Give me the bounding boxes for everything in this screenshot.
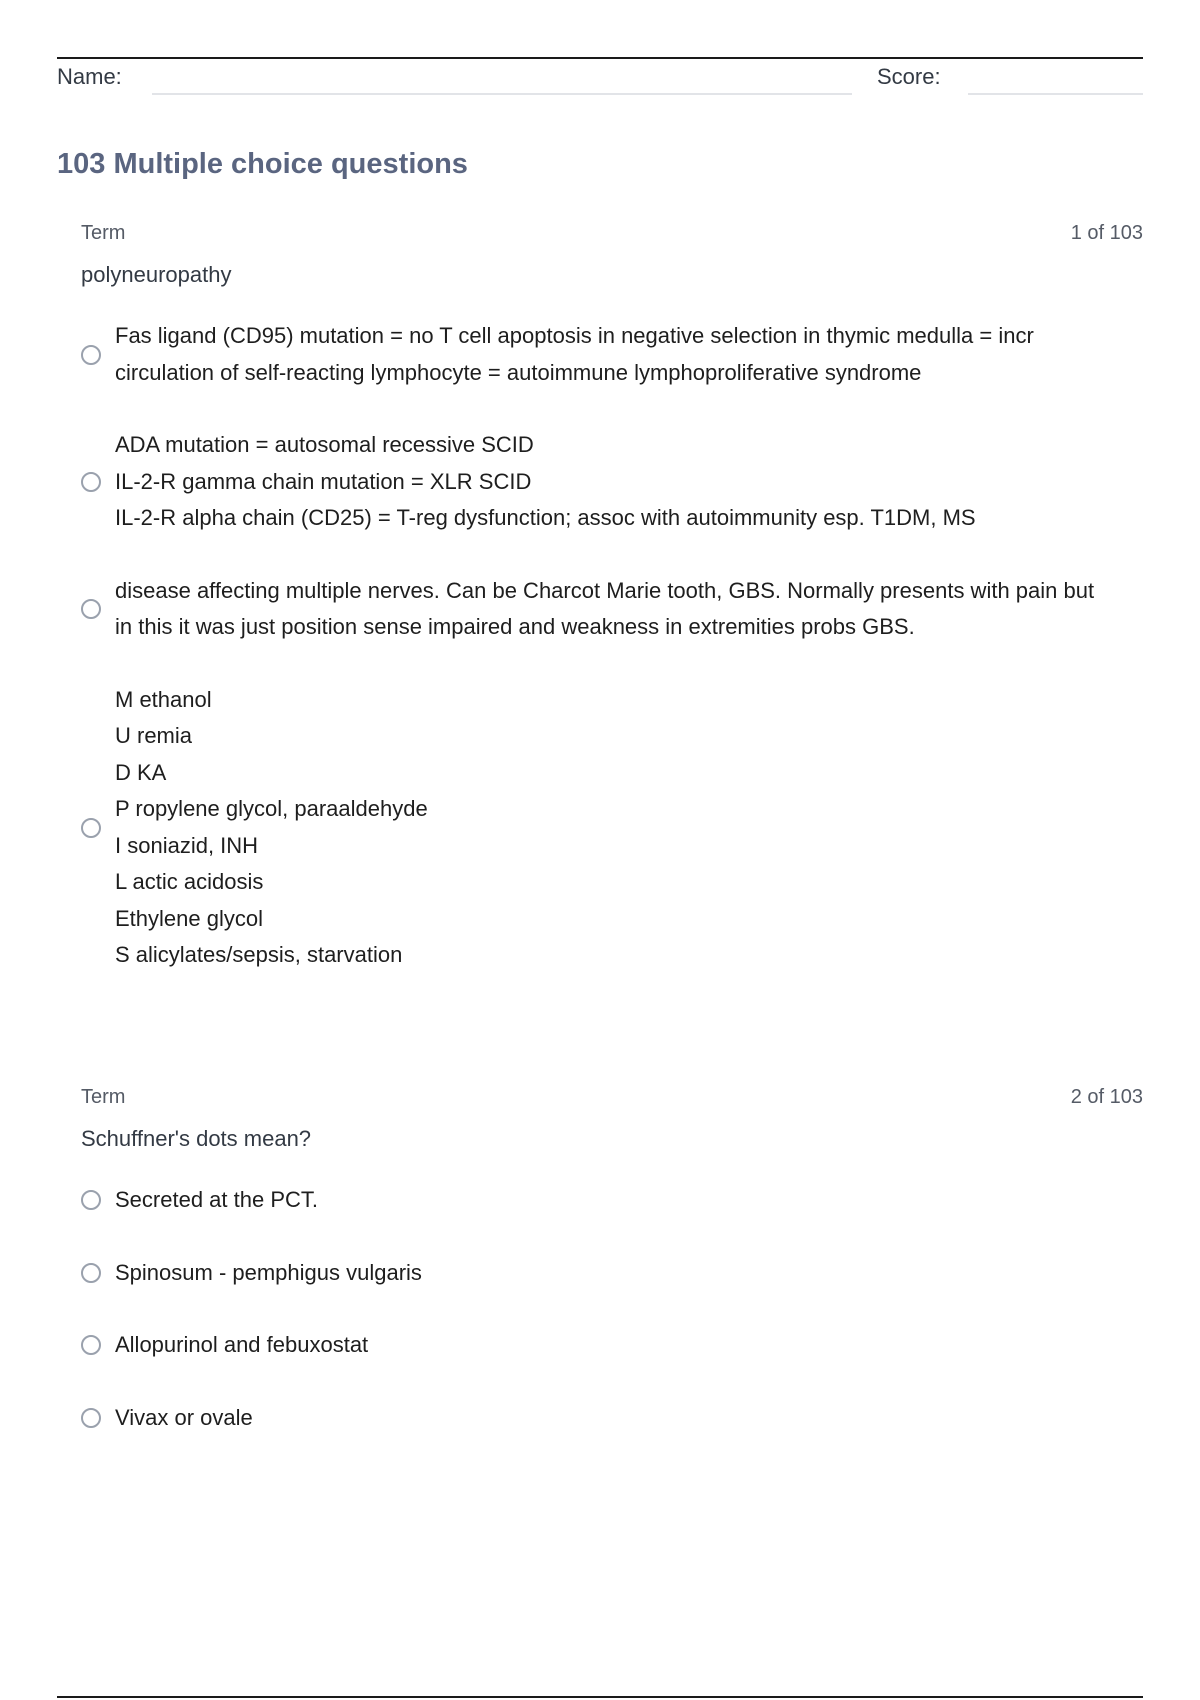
radio-button[interactable]	[81, 818, 101, 838]
radio-button[interactable]	[81, 345, 101, 365]
answer-option[interactable]	[81, 573, 1143, 646]
question-counter: 2 of 103	[1070, 1086, 1143, 1108]
answer-option[interactable]	[81, 1400, 1143, 1437]
option-text: M ethanol U remia D KA P ropylene glycol, paraaldehyde I soniazid, INH L actic acidosis Ethylene glycol S alicylates/sepsis, starvation	[115, 686, 428, 967]
question-1	[81, 222, 1143, 1010]
radio-button[interactable]	[81, 599, 101, 619]
radio-button[interactable]	[81, 1408, 101, 1428]
radio-button[interactable]	[81, 1190, 101, 1210]
radio-button[interactable]	[81, 1335, 101, 1355]
question-2	[81, 1086, 1143, 1472]
answer-option[interactable]	[81, 1255, 1143, 1292]
radio-button[interactable]	[81, 472, 101, 492]
answer-options	[81, 318, 1143, 974]
term-text: polyneuropathy	[81, 262, 232, 287]
header-row	[57, 62, 1143, 98]
name-field[interactable]	[152, 93, 852, 95]
term-text: Schuffner's dots mean?	[81, 1126, 312, 1151]
term-label: Term	[81, 1086, 126, 1108]
option-text: Secreted at the PCT.	[115, 1187, 318, 1212]
option-text: Vivax or ovale	[115, 1404, 253, 1430]
question-counter: 1 of 103	[1070, 222, 1143, 244]
option-text: Fas ligand (CD95) mutation = no T cell apoptosis in negative selection in thymic medulla = incr circulation of self-reacting lymphocyte = autoimmune lymphoproliferative syndrome	[115, 323, 1034, 385]
question-header	[81, 1086, 1143, 1112]
option-text: Spinosum - pemphigus vulgaris	[115, 1259, 422, 1285]
option-text: Allopurinol and febuxostat	[115, 1332, 369, 1357]
name-label: Name:	[57, 64, 122, 89]
question-header	[81, 222, 1143, 248]
section-title: 103 Multiple choice questions	[57, 148, 468, 180]
answer-option[interactable]	[81, 1182, 1143, 1219]
option-text: ADA mutation = autosomal recessive SCID IL-2-R gamma chain mutation = XLR SCID IL-2-R alpha chain (CD25) = T-reg dysfunction; assoc with autoimmunity esp. T1DM, MS	[115, 432, 976, 530]
score-label: Score:	[877, 64, 941, 89]
bottom-rule	[57, 1696, 1143, 1698]
option-text: disease affecting multiple nerves. Can be Charcot Marie tooth, GBS. Normally presents with pain but in this it was just position sense impaired and weakness in extremities probs GBS.	[115, 577, 1095, 639]
answer-option[interactable]	[81, 427, 1143, 537]
radio-button[interactable]	[81, 1263, 101, 1283]
score-field[interactable]	[968, 93, 1143, 95]
answer-option[interactable]	[81, 318, 1143, 391]
top-rule	[57, 57, 1143, 59]
answer-option[interactable]	[81, 1327, 1143, 1364]
term-label: Term	[81, 222, 126, 244]
answer-option[interactable]	[81, 682, 1143, 974]
answer-options	[81, 1182, 1143, 1436]
